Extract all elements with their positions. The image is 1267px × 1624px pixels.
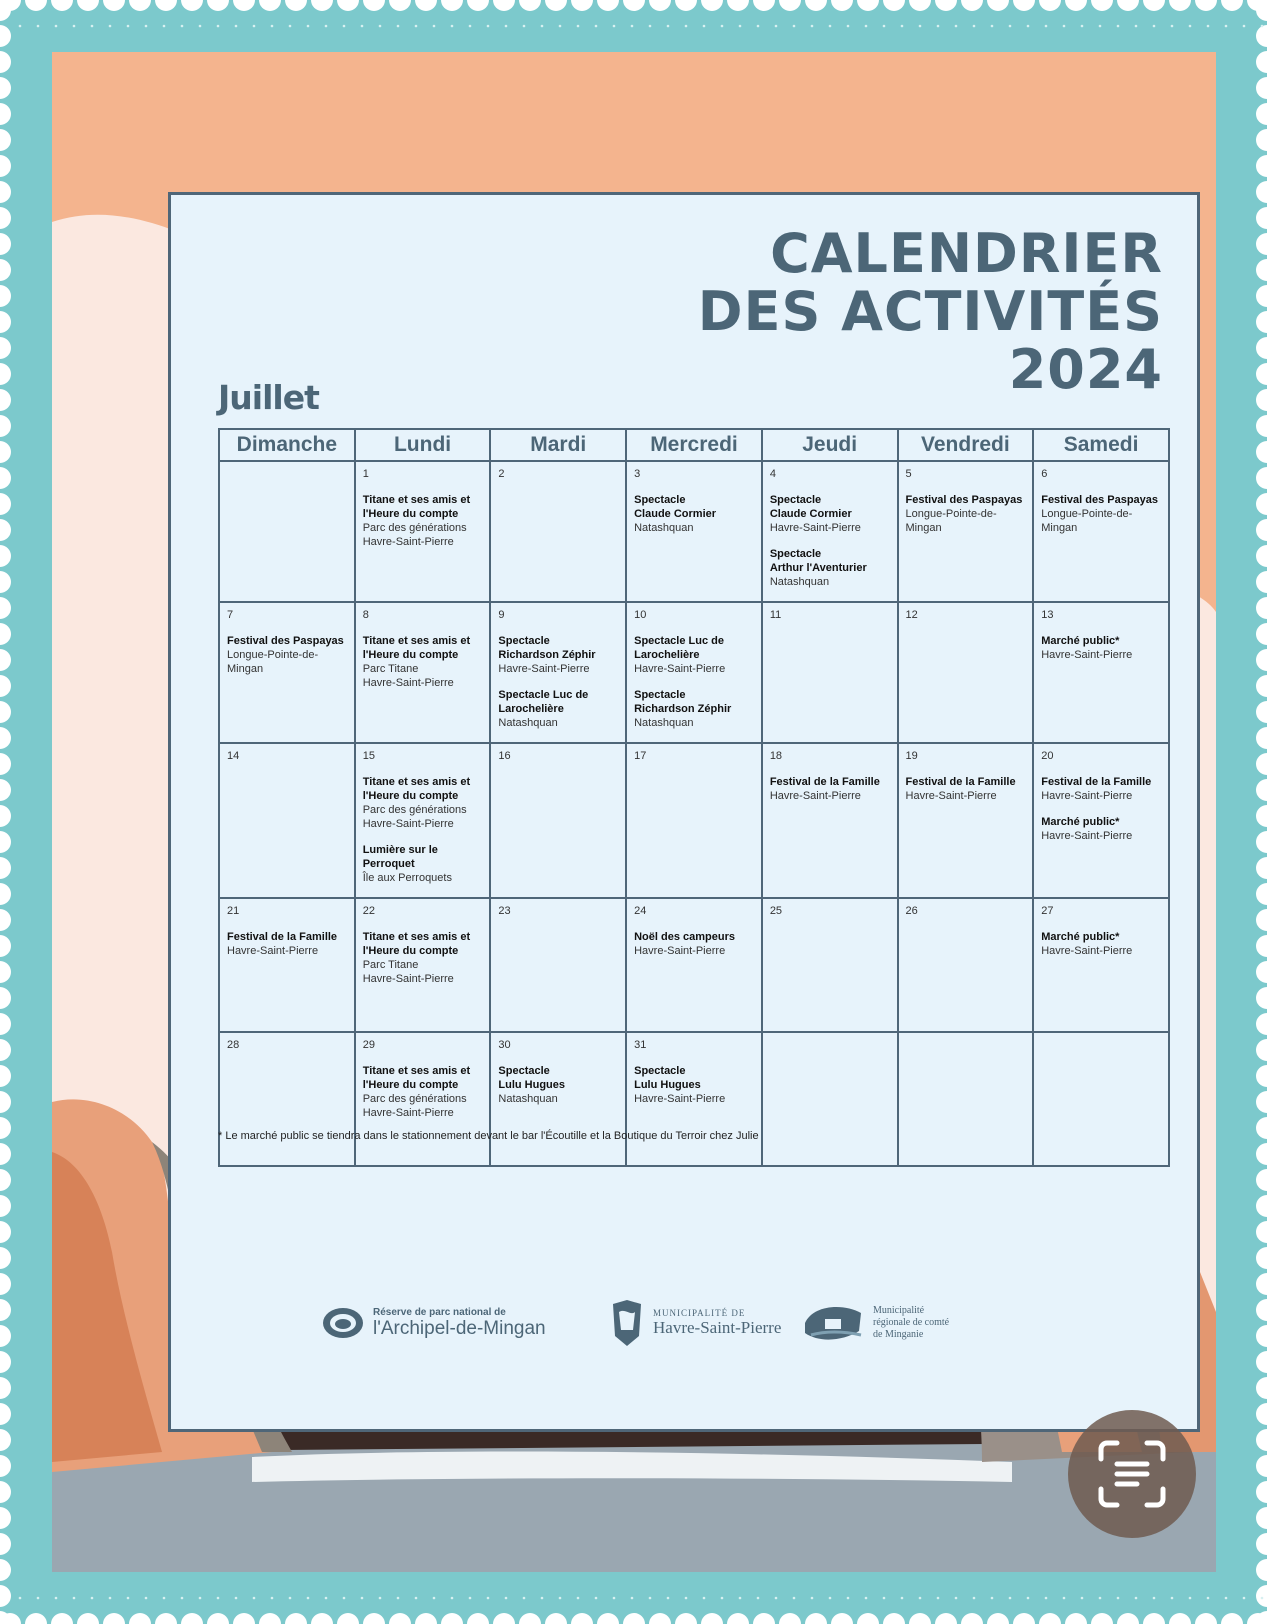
event: [498, 634, 619, 676]
day-number: 27: [1041, 905, 1054, 917]
logo-municipalite: [609, 1293, 781, 1353]
event: [634, 688, 755, 730]
event: [1041, 775, 1162, 803]
event-name: Spectacle Luc de Larochelière: [498, 689, 589, 715]
day-number: 30: [498, 1039, 511, 1051]
weekday-vendredi: Vendredi: [898, 429, 1034, 461]
week-row: [219, 602, 1169, 743]
day-cell: [490, 1032, 626, 1166]
event-name: Marché public*: [1041, 931, 1120, 943]
day-number: 20: [1041, 750, 1054, 762]
day-number: 4: [769, 468, 776, 480]
event-name: Noël des campeurs: [634, 931, 735, 943]
day-cell: [626, 898, 762, 1032]
footnote: * Le marché public se tiendra dans le stationnement devant le bar l'Écoutille et la Boutique du Terroir chez Julie: [218, 1130, 759, 1142]
event-location: Havre-Saint-Pierre: [634, 663, 726, 675]
event-location: Parc Titane Havre-Saint-Pierre: [362, 959, 454, 985]
day-cell: [355, 743, 491, 898]
day-cell: [898, 461, 1034, 602]
illustration-background: [52, 52, 1216, 1572]
day-number: 1: [362, 468, 369, 480]
event: [1041, 493, 1162, 535]
event: [634, 634, 755, 676]
day-number: 13: [1041, 609, 1054, 621]
event-location: Parc des générations Havre-Saint-Pierre: [362, 804, 467, 830]
event-location: Havre-Saint-Pierre: [498, 663, 590, 675]
day-cell: [219, 898, 355, 1032]
day-cell: [762, 602, 898, 743]
event-name: Spectacle Arthur l'Aventurier: [769, 548, 867, 574]
event: [227, 930, 348, 958]
day-number: 16: [498, 750, 511, 762]
day-number: 2: [498, 468, 505, 480]
weekday-header-row: [219, 429, 1169, 461]
logo-mrc-line1: Municipalité: [873, 1305, 925, 1316]
event-name: Marché public*: [1041, 635, 1120, 647]
day-number: 10: [634, 609, 647, 621]
title-line-3: 2024: [1008, 338, 1163, 401]
event: [363, 1064, 484, 1120]
week-row: [219, 898, 1169, 1032]
day-number: 19: [905, 750, 918, 762]
day-number: 7: [227, 609, 234, 621]
day-cell: [490, 898, 626, 1032]
day-number: 21: [227, 905, 240, 917]
day-cell: [626, 602, 762, 743]
municipal-crest-icon: [609, 1298, 645, 1348]
event-location: Havre-Saint-Pierre: [769, 790, 861, 802]
event-name: Spectacle Lulu Hugues: [498, 1065, 566, 1091]
day-number: 31: [634, 1039, 647, 1051]
week-row: [219, 461, 1169, 602]
day-cell: [898, 1032, 1034, 1166]
event-location: Havre-Saint-Pierre: [769, 522, 861, 534]
event-location: Natashquan: [634, 522, 694, 534]
event: [770, 547, 891, 589]
event-location: Havre-Saint-Pierre: [1041, 945, 1133, 957]
day-number: 28: [227, 1039, 240, 1051]
day-cell: [355, 461, 491, 602]
event-name: Titane et ses amis et l'Heure du compte: [362, 1065, 471, 1091]
event-name: Marché public*: [1041, 816, 1120, 828]
day-number: 15: [362, 750, 375, 762]
sponsor-logos: [321, 1293, 1081, 1353]
event: [634, 493, 755, 535]
day-cell: [219, 743, 355, 898]
event: [906, 775, 1027, 803]
event-location: Longue-Pointe-de-Mingan: [905, 508, 997, 534]
event-name: Festival de la Famille: [769, 776, 880, 788]
event-name: Titane et ses amis et l'Heure du compte: [362, 635, 471, 661]
text-scan-icon: [1095, 1437, 1169, 1511]
day-cell: [762, 1032, 898, 1166]
event-location: Havre-Saint-Pierre: [227, 945, 319, 957]
day-number: 11: [769, 609, 782, 621]
title-line-1: CALENDRIER: [770, 222, 1163, 285]
weekday-lundi: Lundi: [355, 429, 491, 461]
calendar-grid: [218, 428, 1170, 1167]
event: [634, 1064, 755, 1106]
event-name: Spectacle Claude Cormier: [634, 494, 717, 520]
day-number: 25: [769, 905, 783, 917]
day-cell: [762, 898, 898, 1032]
event-location: Havre-Saint-Pierre: [1041, 830, 1133, 842]
day-cell: [898, 602, 1034, 743]
event-location: Havre-Saint-Pierre: [1041, 790, 1133, 802]
day-number: 6: [1041, 468, 1048, 480]
month-label: Juillet: [218, 378, 319, 417]
day-cell: [355, 602, 491, 743]
event-name: Spectacle Richardson Zéphir: [634, 689, 732, 715]
day-cell: [219, 602, 355, 743]
event-name: Titane et ses amis et l'Heure du compte: [362, 776, 471, 802]
day-cell: [762, 743, 898, 898]
event-location: Havre-Saint-Pierre: [1041, 649, 1133, 661]
weekday-mercredi: Mercredi: [626, 429, 762, 461]
day-number: 9: [498, 609, 505, 621]
mrc-emblem-icon: [803, 1301, 865, 1345]
event-location: Havre-Saint-Pierre: [634, 945, 726, 957]
day-cell: [219, 1032, 355, 1166]
event: [1041, 815, 1162, 843]
event-name: Spectacle Luc de Larochelière: [634, 635, 724, 661]
event-name: Spectacle Lulu Hugues: [634, 1065, 701, 1091]
event-location: Parc des générations Havre-Saint-Pierre: [362, 522, 467, 548]
text-scan-button[interactable]: [1068, 1410, 1196, 1538]
event-name: Spectacle Claude Cormier: [769, 494, 852, 520]
event: [634, 930, 755, 958]
weekday-samedi: Samedi: [1033, 429, 1169, 461]
event-name: Festival des Paspayas: [227, 635, 344, 647]
event: [363, 930, 484, 986]
event-location: Natashquan: [634, 717, 694, 729]
day-cell: [898, 898, 1034, 1032]
event: [498, 1064, 619, 1106]
day-number: 8: [362, 609, 369, 621]
logo-parc-line2: l'Archipel-de-Mingan: [373, 1317, 546, 1339]
event-name: Lumière sur le Perroquet: [362, 844, 438, 870]
event: [1041, 930, 1162, 958]
beaver-emblem-icon: [321, 1305, 365, 1341]
event-name: Titane et ses amis et l'Heure du compte: [362, 494, 471, 520]
day-number: 23: [498, 905, 511, 917]
event-location: Havre-Saint-Pierre: [905, 790, 997, 802]
day-cell: [1033, 743, 1169, 898]
day-cell: [1033, 898, 1169, 1032]
weekday-mardi: Mardi: [490, 429, 626, 461]
day-cell: [1033, 602, 1169, 743]
event: [363, 493, 484, 549]
day-cell: [490, 461, 626, 602]
day-cell: [626, 743, 762, 898]
day-cell: [626, 461, 762, 602]
event-location: Longue-Pointe-de-Mingan: [1041, 508, 1133, 534]
event-location: Parc Titane Havre-Saint-Pierre: [362, 663, 454, 689]
event-name: Festival de la Famille: [227, 931, 338, 943]
day-number: 29: [362, 1039, 375, 1051]
event-name: Festival de la Famille: [905, 776, 1016, 788]
day-number: 12: [905, 609, 918, 621]
day-number: 17: [634, 750, 647, 762]
event-location: Île aux Perroquets: [362, 872, 452, 884]
day-number: 26: [905, 905, 918, 917]
event-location: Natashquan: [498, 1093, 558, 1105]
day-number: 18: [769, 750, 783, 762]
logo-mrc-line2: régionale de comté: [873, 1317, 950, 1328]
event-location: Natashquan: [769, 576, 830, 588]
event: [770, 493, 891, 535]
event-location: Longue-Pointe-de-Mingan: [227, 649, 319, 675]
logo-parc-line1: Réserve de parc national de: [373, 1306, 506, 1318]
day-number: 14: [227, 750, 240, 762]
logo-parc-national: [321, 1293, 546, 1353]
event: [363, 843, 484, 885]
weekday-dimanche: Dimanche: [219, 429, 355, 461]
event-name: Festival de la Famille: [1041, 776, 1152, 788]
event-name: Festival des Paspayas: [905, 494, 1023, 506]
week-row: [219, 1032, 1169, 1166]
calendar-sheet: [168, 192, 1200, 1432]
event: [363, 634, 484, 690]
day-cell: [219, 461, 355, 602]
event-location: Havre-Saint-Pierre: [634, 1093, 726, 1105]
day-number: 3: [634, 468, 641, 480]
event-location: Natashquan: [498, 717, 558, 729]
event-location: Parc des générations Havre-Saint-Pierre: [362, 1093, 467, 1119]
day-cell: [1033, 1032, 1169, 1166]
title-line-2: DES ACTIVITÉS: [697, 280, 1163, 343]
logo-municipalite-line2: Havre-Saint-Pierre: [653, 1318, 782, 1337]
day-cell: [762, 461, 898, 602]
day-number: 24: [634, 905, 647, 917]
calendar-title: [697, 222, 1163, 401]
event-name: Spectacle Richardson Zéphir: [498, 635, 596, 661]
event: [498, 688, 619, 730]
day-cell: [355, 898, 491, 1032]
event: [906, 493, 1027, 535]
day-cell: [490, 743, 626, 898]
event: [1041, 634, 1162, 662]
week-row: [219, 743, 1169, 898]
event-name: Festival des Paspayas: [1041, 494, 1159, 506]
logo-municipalite-line1: MUNICIPALITÉ DE: [653, 1308, 746, 1318]
event: [363, 775, 484, 831]
day-cell: [355, 1032, 491, 1166]
day-cell: [898, 743, 1034, 898]
day-number: 5: [905, 468, 912, 480]
day-cell: [490, 602, 626, 743]
logo-mrc-minganie: [803, 1293, 949, 1353]
weekday-jeudi: Jeudi: [762, 429, 898, 461]
event: [227, 634, 348, 676]
logo-mrc-line3: de Minganie: [873, 1329, 924, 1340]
day-number: 22: [362, 905, 375, 917]
day-cell: [626, 1032, 762, 1166]
event: [770, 775, 891, 803]
event-name: Titane et ses amis et l'Heure du compte: [362, 931, 471, 957]
day-cell: [1033, 461, 1169, 602]
